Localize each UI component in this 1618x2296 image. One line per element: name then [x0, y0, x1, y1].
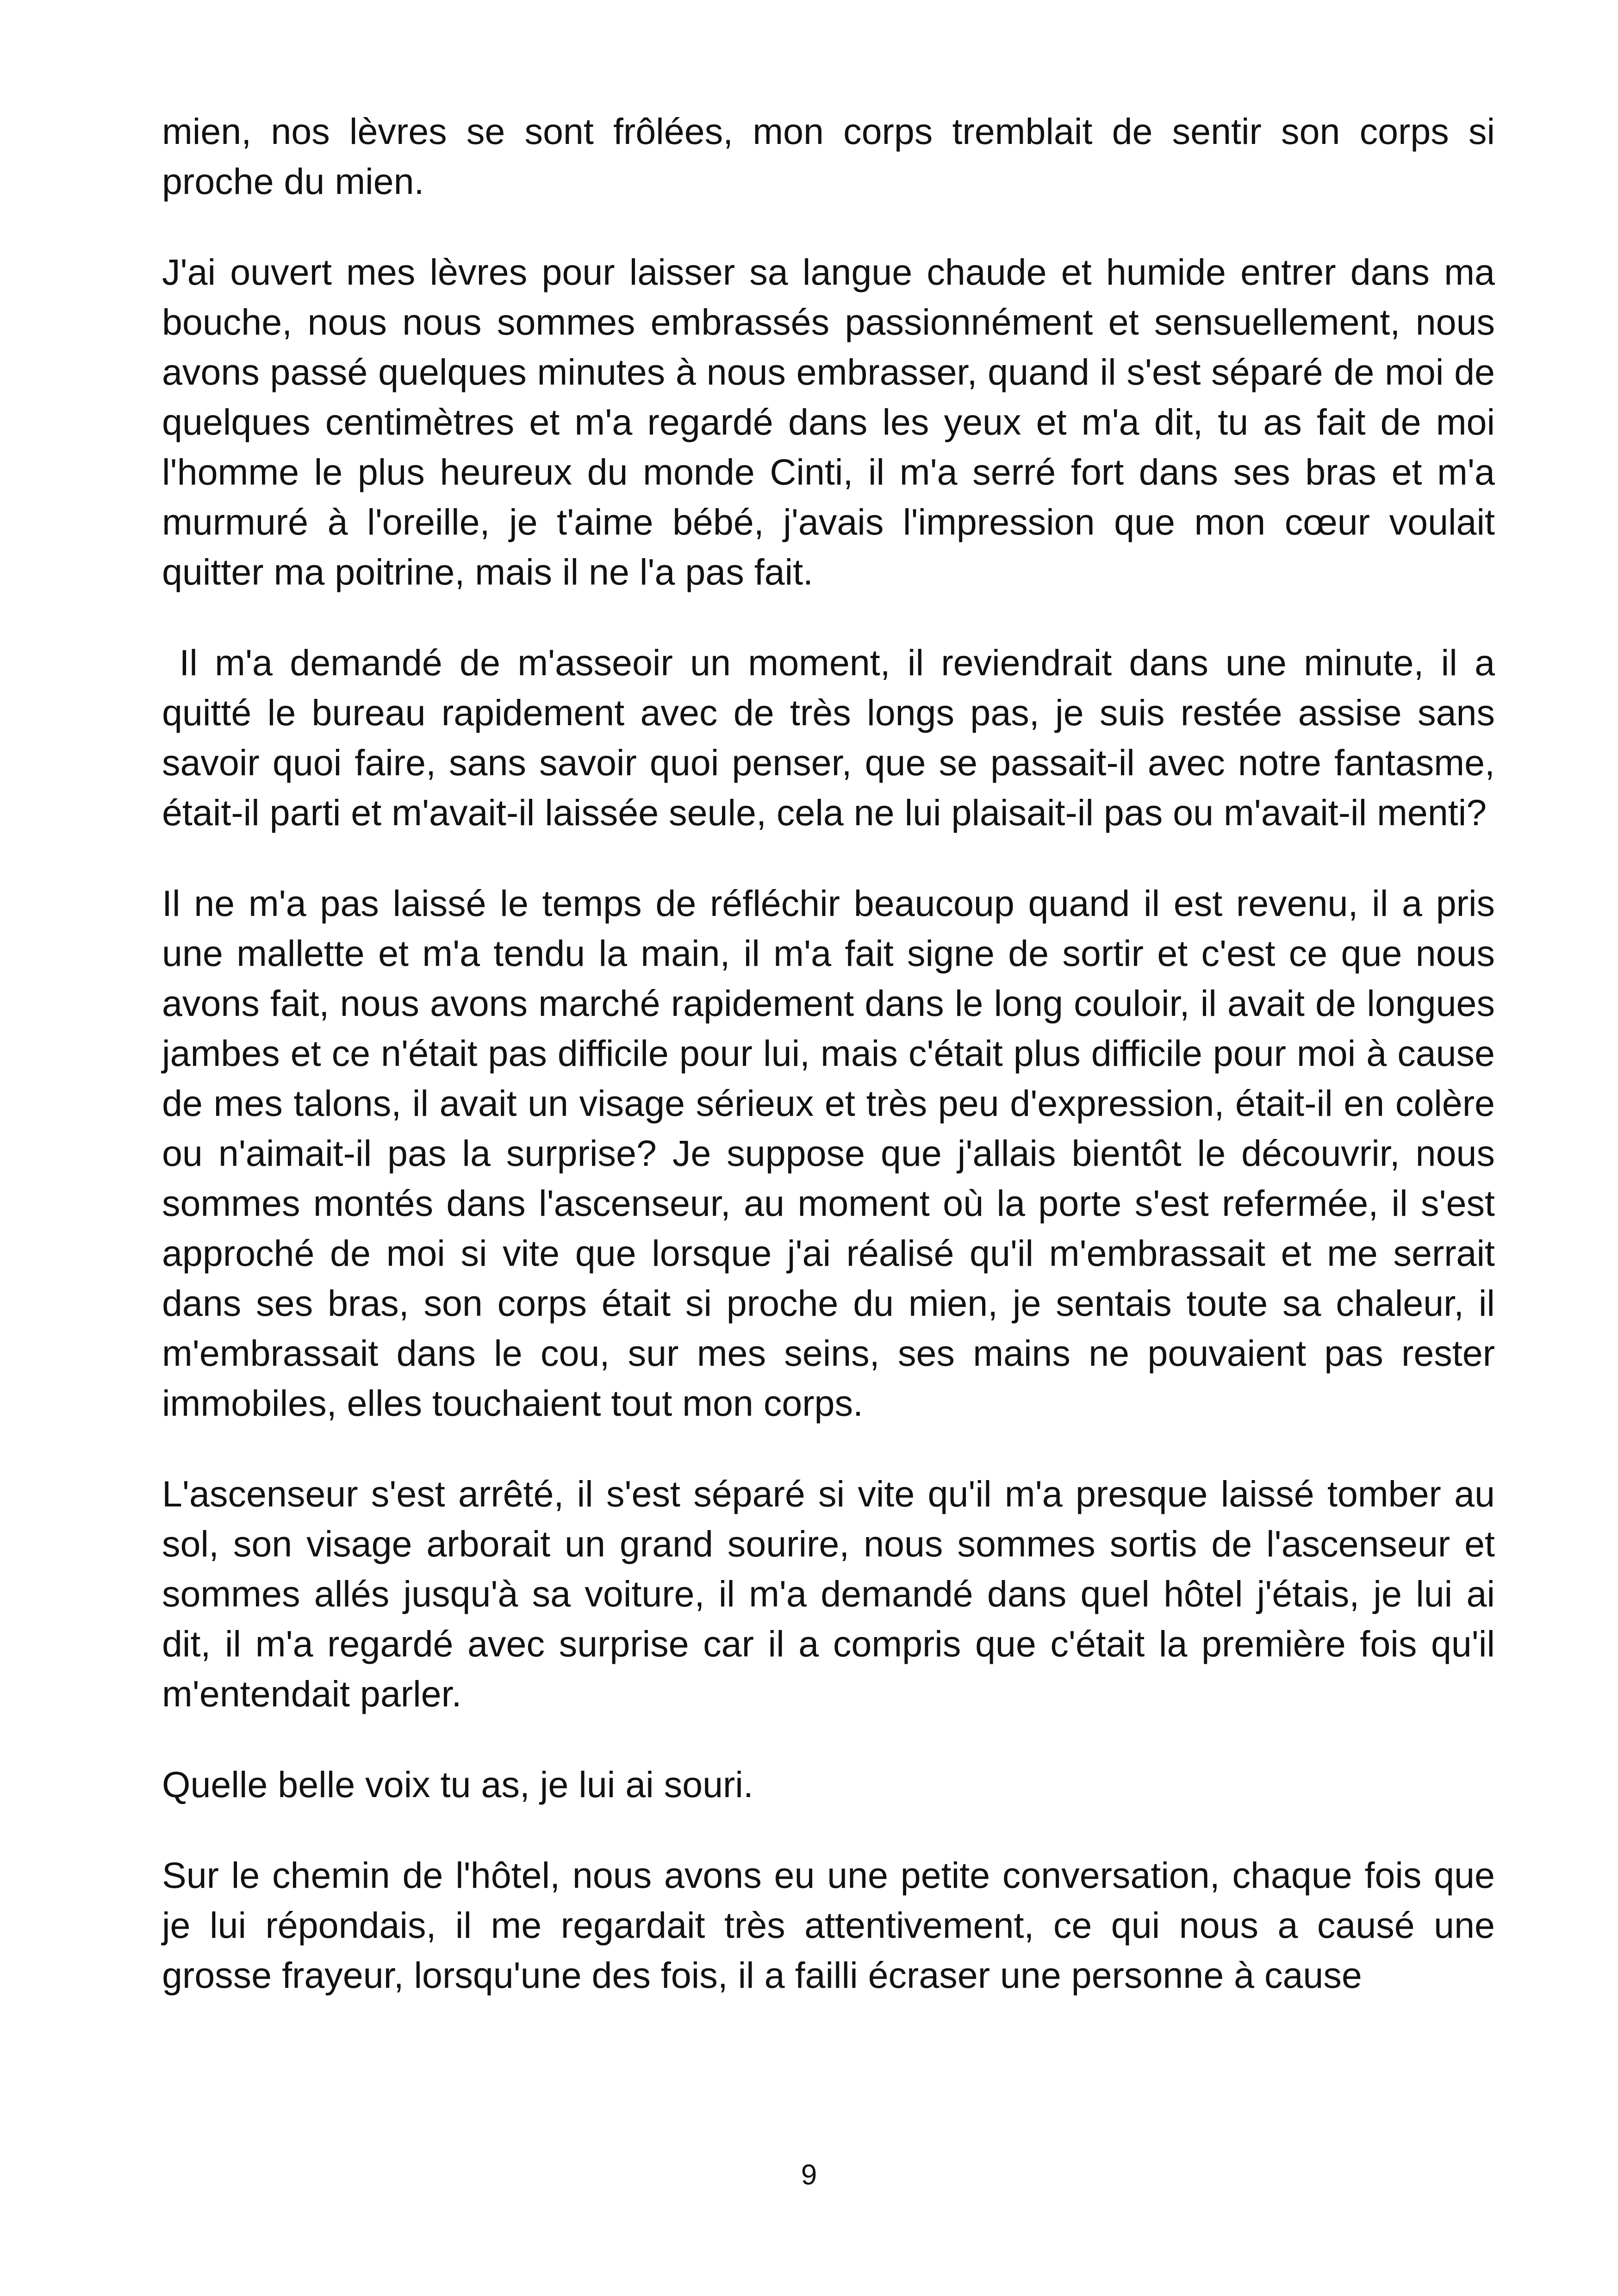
paragraph-1: mien, nos lèvres se sont frôlées, mon corps tremblait de sentir son corps si proche du mien.: [162, 111, 1495, 202]
page-body: [162, 106, 1505, 2041]
paragraph-6: Quelle belle voix tu as, je lui ai souri.: [162, 1764, 753, 1805]
paragraph-4: Il ne m'a pas laissé le temps de réfléchir beaucoup quand il est revenu, il a pris une mallette et m'a tendu la main, il m'a fait signe de sortir et c'est ce que nous avons fait, nous avons marché rapidement dans le long couloir, il avait de longues jambes et ce n'était pas difficile pour lui, mais c'était plus difficile pour moi à cause de mes talons, il avait un visage sérieux et très peu d'expression, était-il en colère ou n'aimait-il pas la surprise? Je suppose que j'allais bientôt le découvrir, nous sommes montés dans l'ascenseur, au moment où la porte s'est refermée, il s'est approché de moi si vite que lorsque j'ai réalisé qu'il m'embrassait et me serrait dans ses bras, son corps était si proche du mien, je sentais toute sa chaleur, il m'embrassait dans le cou, sur mes seins, ses mains ne pouvaient pas rester immobiles, elles touchaient tout mon corps.: [162, 883, 1495, 1424]
paragraph-7: Sur le chemin de l'hôtel, nous avons eu une petite conversation, chaque fois que je lui répondais, il me regardait très attentivement, ce qui nous a causé une grosse frayeur, lorsqu'une des fois, il a failli écraser une personne à cause: [162, 1854, 1495, 1996]
paragraph-3: Il m'a demandé de m'asseoir un moment, il reviendrait dans une minute, il a quitté le bureau rapidement avec de très longs pas, je suis restée assise sans savoir quoi faire, sans savoir quoi penser, que se passait-il avec notre fantasme, était-il parti et m'avait-il laissée seule, cela ne lui plaisait-il pas ou m'avait-il menti?: [162, 642, 1505, 833]
paragraph-2: J'ai ouvert mes lèvres pour laisser sa langue chaude et humide entrer dans ma bouche, nous nous sommes embrassés passionnément et sensuellement, nous avons passé quelques minutes à nous embrasser, quand il s'est séparé de moi de quelques centimètres et m'a regardé dans les yeux et m'a dit, tu as fait de moi l'homme le plus heureux du monde Cinti, il m'a serré fort dans ses bras et m'a murmuré à l'oreille, je t'aime bébé, j'avais l'impression que mon cœur voulait quitter ma poitrine, mais il ne l'a pas fait.: [162, 251, 1495, 592]
paragraph-5: L'ascenseur s'est arrêté, il s'est séparé si vite qu'il m'a presque laissé tomber au sol, son visage arborait un grand sourire, nous sommes sortis de l'ascenseur et sommes allés jusqu'à sa voiture, il m'a demandé dans quel hôtel j'étais, je lui ai dit, il m'a regardé avec surprise car il a compris que c'était la première fois qu'il m'entendait parler.: [162, 1473, 1495, 1714]
page-number: 9: [801, 2159, 817, 2191]
